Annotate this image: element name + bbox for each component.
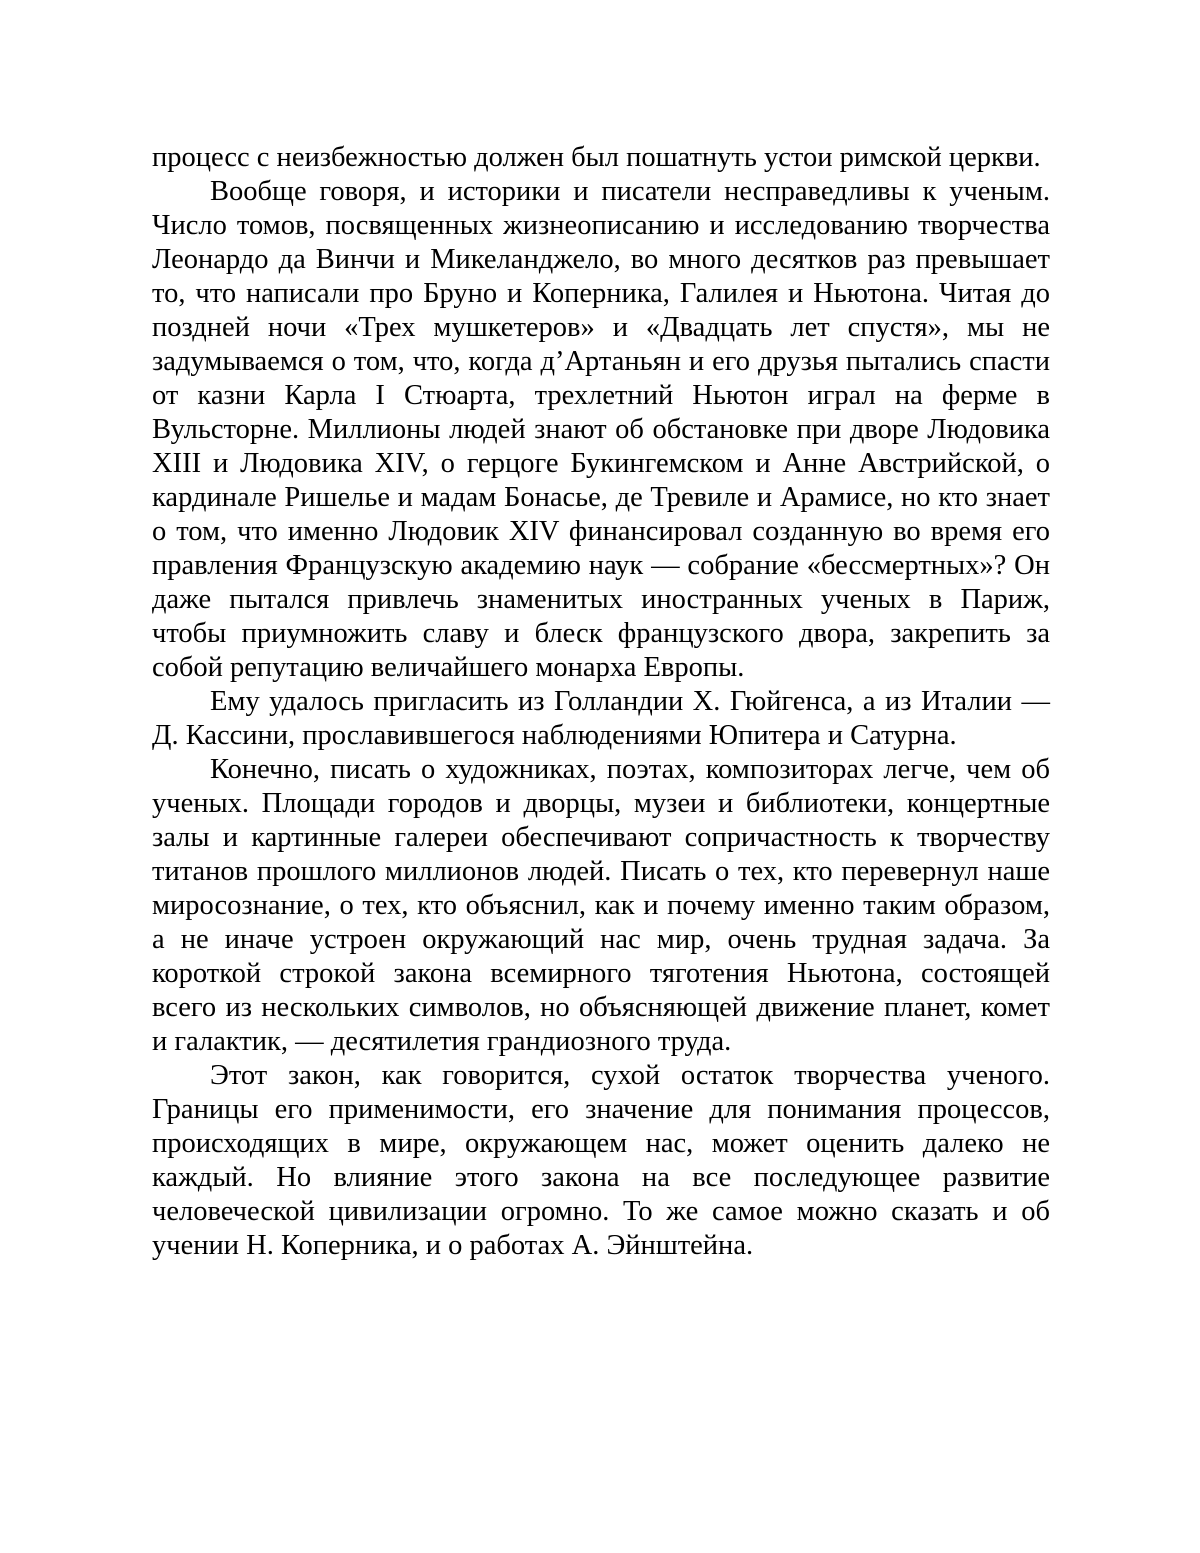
paragraph-huygens-cassini: Ему удалось пригласить из Голландии Х. Гюйгенса, а из Италии — Д. Кассини, прославившегося наблюдениями Юпитера и Сатурна. [152,686,1050,751]
paragraph-newton-law: Этот закон, как говорится, сухой остаток творчества ученого. Границы его применимости, его значение для понимания процессов, происходящих в мире, окружающем нас, может оценить далеко не каждый. Но влияние этого закона на все последующее развитие человеческой цивилизации огромно. То же самое можно сказать и об учении Н. Коперника, и о работах А. Эйнштейна. [152,1060,1050,1261]
document-page [152,141,1050,1263]
paragraph-continuation: процесс с неизбежностью должен был пошатнуть устои римской церкви. [152,142,1041,173]
paragraph-historians: Вообще говоря, и историки и писатели несправедливы к ученым. Число томов, посвященных жизнеописанию и исследованию творчества Леонардо да Винчи и Микеланджело, во много десятков раз превышает то, что написали про Бруно и Коперника, Галилея и Ньютона. Читая до поздней ночи «Трех мушкетеров» и «Двадцать лет спустя», мы не задумываемся о том, что, когда д’Артаньян и его друзья пытались спасти от казни Карла I Стюарта, трехлетний Ньютон играл на ферме в Вульсторне. Миллионы людей знают об обстановке при дворе Людовика XIII и Людовика XIV, о герцоге Букингемском и Анне Австрийской, о кардинале Ришелье и мадам Бонасье, де Тревиле и Арамисе, но кто знает о том, что именно Людовик XIV финансировал созданную во время его правления Французскую академию наук — собрание «бессмертных»? Он даже пытался привлечь знаменитых иностранных ученых в Париж, чтобы приумножить славу и блеск французского двора, закрепить за собой репутацию величайшего монарха Европы. [152,176,1050,683]
paragraph-writing-about-scientists: Конечно, писать о художниках, поэтах, композиторах легче, чем об ученых. Площади городов и дворцы, музеи и библиотеки, концертные залы и картинные галереи обеспечивают сопричастность к творчеству титанов прошлого миллионов людей. Писать о тех, кто перевернул наше миросознание, о тех, кто объяснил, как и почему именно таким образом, а не иначе устроен окружающий нас мир, очень трудная задача. За короткой строкой закона всемирного тяготения Ньютона, состоящей всего из нескольких символов, но объясняющей движение планет, комет и галактик, — десятилетия грандиозного труда. [152,754,1050,1057]
